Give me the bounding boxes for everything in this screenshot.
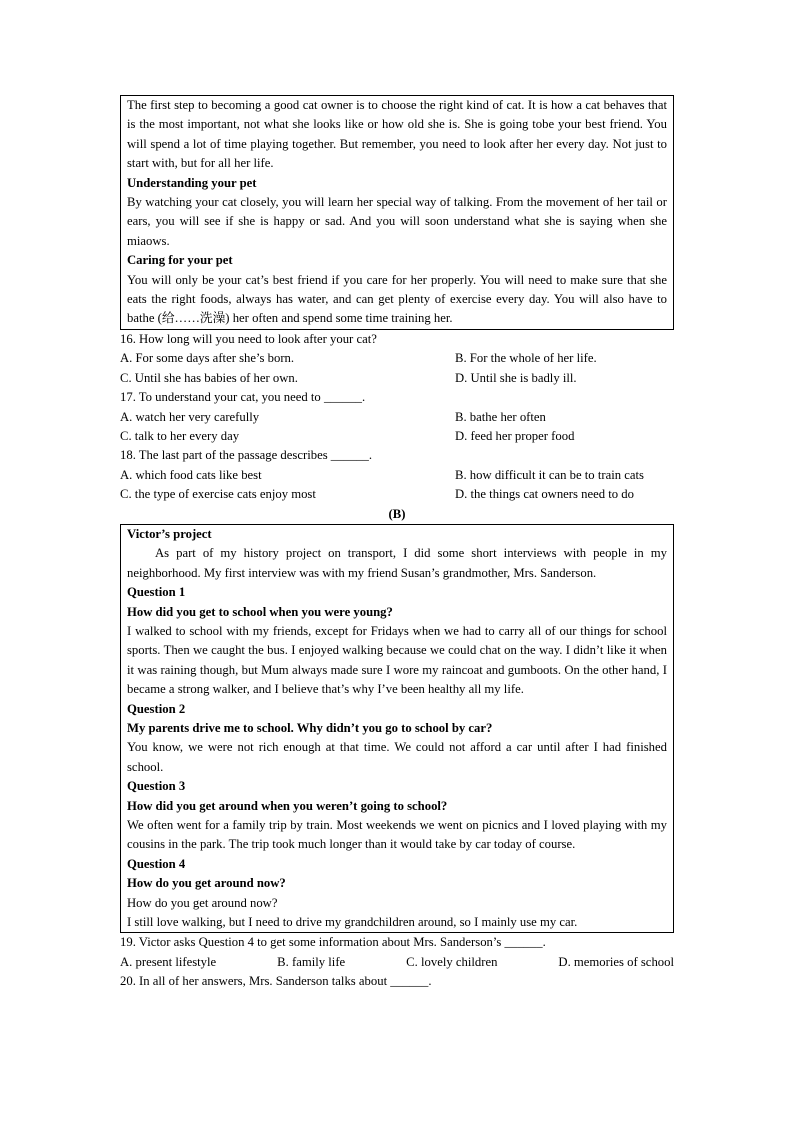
question-3-label: Question 3 bbox=[127, 779, 186, 794]
passage-a-box bbox=[120, 95, 674, 330]
option-a: A. watch her very carefully bbox=[120, 409, 260, 424]
passage-b-intro: As part of my history project on transport, I did some short interviews with people in my neighborhood. My first interview was with my friend Susan’s grandmother, Mrs. Sanderson. bbox=[127, 546, 667, 580]
option-b: B. For the whole of her life. bbox=[455, 351, 597, 366]
option-a: A. present lifestyle bbox=[120, 954, 217, 969]
passage-a-paragraph-1: The first step to becoming a good cat owner is to choose the right kind of cat. It is how a cat behaves that is the most important, not what she looks like or how old she is. She is going tobe your best friend. You will spend a lot of time playing together. But remember, you need to look after her every day. Not just to start with, but for all her life. bbox=[127, 98, 667, 171]
option-c: C. the type of exercise cats enjoy most bbox=[120, 487, 316, 502]
option-d: D. memories of school bbox=[558, 954, 674, 969]
passage-a-heading-1: Understanding your pet bbox=[127, 175, 257, 190]
question-2-answer: You know, we were not rich enough at that time. We could not afford a car until after I had finished school. bbox=[127, 740, 667, 774]
section-b-label: (B) bbox=[388, 506, 406, 521]
question-20 bbox=[120, 972, 674, 991]
question-4-text: How do you get around now? bbox=[127, 876, 286, 891]
passage-b-title: Victor’s project bbox=[127, 526, 212, 541]
option-c: C. lovely children bbox=[406, 954, 498, 969]
question-1-answer: I walked to school with my friends, except for Fridays when we had to carry all of our things for school sports. Then we caught the bus. I enjoyed walking because we could chat on the way. I didn’t like it when it was raining though, but Mum always made sure I wore my raincoat and gumboots. On the other hand, I became a strong walker, and I believe that’s why I’ve been healthy all my life. bbox=[127, 623, 667, 697]
question-stem: 20. In all of her answers, Mrs. Sanderson talks about ______. bbox=[120, 974, 432, 989]
question-19 bbox=[120, 933, 674, 972]
option-c: C. talk to her every day bbox=[120, 428, 240, 443]
question-2-label: Question 2 bbox=[127, 701, 186, 716]
question-stem: 17. To understand your cat, you need to ______. bbox=[120, 390, 366, 405]
question-4-answer: I still love walking, but I need to drive my grandchildren around, so I mainly use my car. bbox=[127, 915, 578, 930]
exam-page bbox=[120, 95, 674, 992]
option-d: D. feed her proper food bbox=[455, 428, 575, 443]
question-1-text: How did you get to school when you were young? bbox=[127, 604, 393, 619]
question-4-repeat: How do you get around now? bbox=[127, 895, 278, 910]
question-stem: 19. Victor asks Question 4 to get some information about Mrs. Sanderson’s ______. bbox=[120, 935, 546, 950]
option-d: D. the things cat owners need to do bbox=[455, 487, 634, 502]
passage-b-box bbox=[120, 524, 674, 934]
option-b: B. bathe her often bbox=[455, 409, 546, 424]
question-3-text: How did you get around when you weren’t going to school? bbox=[127, 798, 448, 813]
option-a: A. which food cats like best bbox=[120, 467, 262, 482]
question-4-label: Question 4 bbox=[127, 856, 186, 871]
question-stem: 16. How long will you need to look after your cat? bbox=[120, 331, 377, 346]
question-17 bbox=[120, 388, 674, 446]
question-3-answer: We often went for a family trip by train. Most weekends we went on picnics and I loved playing with my cousins in the park. The trip took much longer than it would take by car today of course. bbox=[127, 818, 667, 852]
question-2-text: My parents drive me to school. Why didn’t you go to school by car? bbox=[127, 721, 493, 735]
option-a: A. For some days after she’s born. bbox=[120, 351, 295, 366]
option-c: C. Until she has babies of her own. bbox=[120, 370, 298, 385]
option-d: D. Until she is badly ill. bbox=[455, 370, 577, 385]
question-1-label: Question 1 bbox=[127, 585, 186, 600]
passage-a-heading-2: Caring for your pet bbox=[127, 253, 233, 268]
passage-a-paragraph-2: By watching your cat closely, you will learn her special way of talking. From the movement of her tail or ears, you will see if she is happy or sad. And you will soon understand what she is saying when she miaows. bbox=[127, 195, 667, 248]
question-stem: 18. The last part of the passage describes ______. bbox=[120, 448, 373, 463]
question-18 bbox=[120, 446, 674, 504]
question-16 bbox=[120, 330, 674, 388]
option-b: B. family life bbox=[277, 954, 346, 969]
option-b: B. how difficult it can be to train cats bbox=[455, 467, 644, 482]
passage-a-paragraph-3: You will only be your cat’s best friend if you care for her properly. You will need to make sure that she eats the right foods, always has water, and can get plenty of exercise every day. You will also have to bathe (给……洗澡) her often and spend some time training her. bbox=[127, 272, 667, 326]
